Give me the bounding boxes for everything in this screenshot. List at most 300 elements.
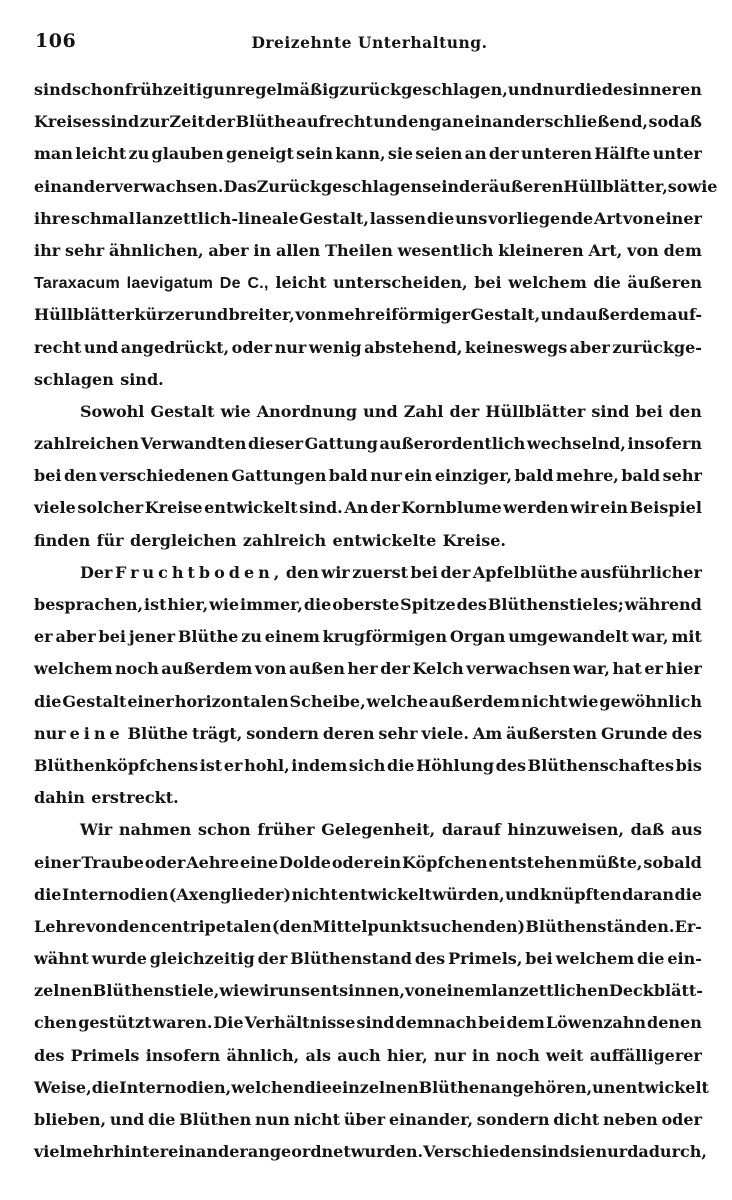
word: abstehend, (364, 337, 463, 357)
word: er (644, 659, 663, 679)
word: dem (506, 1013, 545, 1033)
word: chen (34, 1013, 78, 1033)
text-line (34, 525, 702, 557)
word: sobald (643, 852, 702, 872)
word: sehr (64, 240, 105, 260)
word: aber (55, 627, 96, 647)
word: Gestalt (62, 691, 127, 711)
word: nicht (521, 691, 568, 711)
word: zur (139, 112, 169, 132)
word: wurde (91, 949, 147, 969)
word: Primels (70, 1045, 140, 1065)
word: war, (631, 627, 669, 647)
word: ein (373, 852, 402, 872)
word: der (440, 562, 471, 582)
word: Gestalt, (470, 305, 541, 325)
word: einander (168, 1142, 248, 1162)
word: wähnt (34, 949, 89, 969)
word: Gelegenheit, (321, 820, 436, 840)
word: für (96, 530, 124, 550)
word: zahlreich (242, 530, 327, 550)
text-line (34, 106, 702, 138)
word: mit (671, 627, 702, 647)
word: Taraxacum (34, 275, 121, 293)
word: äußeren (627, 273, 702, 293)
word: Am (472, 723, 503, 743)
word: in (472, 1045, 490, 1065)
word: die (304, 1077, 332, 1097)
word: Blüthenstieles; (487, 595, 624, 614)
page-header (35, 30, 704, 64)
word: (Axenglieder) (168, 884, 292, 904)
word: leicht (75, 144, 127, 164)
word: sind (356, 1013, 395, 1033)
word: äußeren (488, 176, 564, 196)
word: immer, (240, 595, 303, 614)
word: sehr (662, 466, 702, 486)
word: einziger, (434, 466, 513, 486)
word: Hüllblätter (34, 305, 134, 325)
word: demnach (395, 1013, 478, 1033)
word: (den (271, 916, 313, 936)
word: den (117, 916, 151, 936)
word: lanzettlichen (491, 981, 609, 1001)
text-line (34, 492, 702, 524)
word: sind (591, 401, 630, 421)
word: Anordnung (256, 401, 358, 421)
word: man (34, 144, 73, 164)
word: krugförmigen (322, 627, 447, 647)
word: Blüthen (418, 1077, 491, 1097)
word: die (637, 949, 665, 969)
word: Fruchtboden, (115, 562, 284, 582)
word: glauben (151, 144, 224, 164)
word: war, (572, 659, 610, 679)
word: Spitze (400, 595, 456, 614)
word: verwachsen. (113, 176, 224, 196)
word: insofern (627, 434, 702, 454)
word: außerdem (429, 691, 521, 711)
word: jener (128, 627, 176, 647)
word: an (464, 144, 487, 164)
word: kann, (335, 144, 386, 164)
word: erstreckt. (91, 788, 179, 808)
word: und (540, 305, 576, 325)
word: sich (348, 755, 386, 775)
word: daran (622, 884, 675, 904)
word: sie (387, 144, 414, 164)
word: außerdem (161, 659, 253, 679)
word: unter (652, 144, 702, 164)
word: und (193, 305, 229, 325)
word: oder (231, 337, 273, 357)
word: die (34, 884, 62, 904)
word: Blüthe (177, 627, 239, 647)
page-number: 106 (35, 30, 77, 52)
word: nur (370, 466, 402, 486)
word: ist (144, 595, 167, 614)
word: welchen (231, 1077, 305, 1097)
word: Köpfchen (402, 852, 488, 872)
word: oder (661, 1110, 702, 1129)
text-line (34, 686, 702, 718)
word: vielmehr (34, 1142, 113, 1162)
word: den (63, 466, 97, 486)
word: werden (503, 498, 569, 518)
body-text (34, 74, 718, 1168)
word: die (91, 1077, 120, 1097)
word: und (83, 337, 119, 357)
word: bald (514, 466, 554, 486)
word: horizontalen (174, 691, 289, 711)
word: wir (249, 981, 278, 1001)
word: oder (331, 852, 373, 872)
text-line (34, 235, 702, 267)
word: nun (254, 1110, 290, 1129)
word: einzelnen (331, 1077, 419, 1097)
word: viele (34, 498, 76, 518)
word: Zeit (169, 112, 205, 132)
word: schmal (71, 208, 135, 228)
text-line (34, 1072, 709, 1104)
word: früher (257, 820, 315, 840)
word: hat (612, 659, 642, 679)
word: ähnlichen, (109, 240, 204, 260)
word: Aehre (186, 852, 240, 872)
word: die (674, 884, 702, 904)
word: Verhältnisse (244, 1013, 356, 1033)
word: unentwickelt (592, 1077, 709, 1097)
word: sodaß (648, 112, 702, 132)
word: bei (635, 401, 663, 421)
word: finden (34, 530, 91, 550)
word: Scheibe, (289, 691, 366, 711)
word: auffälligerer (589, 1045, 702, 1065)
word: darauf (441, 820, 501, 840)
text-line (34, 74, 702, 106)
word: entwickelt (204, 498, 298, 518)
word: die (34, 691, 62, 711)
word: umgewandelt (508, 627, 629, 647)
word: Der (80, 562, 113, 582)
word: sowie (667, 176, 718, 196)
word: bei (34, 466, 62, 486)
text-line (34, 1007, 702, 1039)
text-line (34, 847, 702, 879)
word: den (668, 401, 702, 421)
word: oder (144, 852, 186, 872)
text-line (34, 718, 702, 750)
text-line (34, 879, 702, 911)
word: außerdem (575, 305, 667, 325)
word: während (624, 595, 702, 614)
word: wir (321, 562, 350, 582)
running-title: Dreizehnte Unterhaltung. (251, 33, 488, 52)
word: sind (34, 80, 72, 99)
word: Kreise. (442, 530, 506, 550)
word: und (505, 884, 540, 904)
word: Zurückgeschlagensein (256, 176, 460, 196)
word: dergleichen (130, 530, 237, 550)
word: er (223, 755, 243, 775)
word: viele. (421, 723, 469, 743)
word: sind (532, 1142, 571, 1162)
word: Die (213, 1013, 244, 1033)
word: von (404, 981, 437, 1001)
word: breiter, (228, 305, 295, 325)
word: wie (568, 691, 599, 711)
word: von (295, 305, 327, 325)
word: schon (71, 80, 125, 99)
word: von (85, 916, 118, 936)
word: zu (241, 627, 262, 647)
word: Verwandten (140, 434, 247, 454)
word: dieser (247, 434, 304, 454)
word: schon (197, 820, 251, 840)
word: angedrückt, (120, 337, 230, 357)
word: leicht (275, 273, 327, 293)
word: Mittelpunkt (312, 916, 421, 936)
text-line (34, 299, 702, 331)
word: Löwenzahn (545, 1013, 647, 1033)
text-line (34, 814, 702, 846)
word: sondern (476, 1110, 550, 1129)
word: ihre (34, 208, 71, 228)
word: Zahl (403, 401, 444, 421)
word: hier, (386, 1045, 428, 1065)
word: Hüllblätter (485, 401, 586, 421)
word: unregelmäßig (213, 80, 340, 99)
word: solcher (77, 498, 144, 518)
word: bei (410, 562, 438, 582)
word: außen (288, 659, 345, 679)
word: Blüthen (179, 1110, 252, 1129)
word: auf- (667, 305, 702, 325)
word: Kornblume (401, 498, 502, 518)
word: ein (404, 466, 433, 486)
word: und (507, 80, 543, 99)
word: einander (34, 176, 114, 196)
word: Organ (449, 627, 506, 647)
word: her (347, 659, 378, 679)
word: waren. (152, 1013, 213, 1033)
word: müßte, (578, 852, 643, 872)
text-line (34, 171, 718, 203)
word: schließend, (544, 112, 648, 132)
word: seien (415, 144, 463, 164)
text-line (34, 364, 702, 396)
word: Gattungen (231, 466, 327, 486)
word: Blüthe (235, 112, 296, 132)
word: zuerst (352, 562, 408, 582)
word: sehr (378, 723, 418, 743)
word: insofern (145, 1045, 221, 1065)
word: bei (474, 273, 502, 293)
word: hinzuweisen, (507, 820, 624, 840)
word: noch (115, 659, 159, 679)
word: entsinnen, (309, 981, 405, 1001)
word: des (34, 1045, 65, 1065)
text-line (34, 460, 702, 492)
word: der (488, 144, 519, 164)
word: Theilen (325, 240, 393, 260)
word: Blüthe (127, 723, 189, 743)
word: deren (322, 723, 375, 743)
word: hier, (167, 595, 209, 614)
word: sind. (120, 369, 164, 389)
word: würden, (432, 884, 505, 904)
word: frühzeitig (124, 80, 214, 99)
text-line (34, 943, 702, 975)
word: oberste (332, 595, 400, 614)
word: als (305, 1045, 331, 1065)
word: eiförmiger (375, 305, 471, 325)
word: Dolde (278, 852, 331, 872)
word: sind (101, 112, 140, 132)
word: bei (525, 949, 553, 969)
word: ein- (667, 949, 702, 969)
word: uns (277, 981, 310, 1001)
word: und (363, 401, 398, 421)
word: bald (621, 466, 661, 486)
word: aber (208, 240, 249, 260)
word: inneren (632, 80, 702, 99)
word: Art, (588, 240, 623, 260)
word: lanzettlich-lineale (135, 208, 299, 228)
word: ihr (34, 240, 61, 260)
word: Blüthenstand (290, 949, 412, 969)
text-line (34, 911, 702, 943)
word: Kreise (144, 498, 203, 518)
word: Verschieden (423, 1142, 533, 1162)
word: kürzer (134, 305, 194, 325)
word: sie (570, 1142, 596, 1162)
word: Internodien (61, 884, 169, 904)
word: laevigatum (126, 275, 214, 293)
word: allen (275, 240, 321, 260)
word: Hüllblätter, (563, 176, 668, 196)
word: wie (220, 401, 251, 421)
word: des (495, 755, 527, 775)
word: bei (478, 1013, 506, 1033)
word: dicht (553, 1110, 600, 1129)
word: Traube (81, 852, 144, 872)
word: Grunde (600, 723, 668, 743)
word: Blüthenköpfchens (34, 755, 199, 775)
word: weit (546, 1045, 584, 1065)
word: knüpften (540, 884, 622, 904)
word: einer (127, 691, 174, 711)
word: neben (602, 1110, 658, 1129)
word: über (343, 1110, 386, 1129)
word: nur (34, 723, 66, 743)
word: An (344, 498, 369, 518)
word: einer (655, 208, 702, 228)
word: dahin (34, 788, 85, 808)
word: Weise, (34, 1077, 92, 1097)
word: Kelch (412, 659, 464, 679)
word: besprachen, (34, 595, 144, 614)
word: ein (600, 498, 628, 518)
word: außerordentlich (379, 434, 526, 454)
word: Gestalt (150, 401, 215, 421)
word: geneigt (226, 144, 294, 164)
word: der (459, 176, 489, 196)
word: unterscheiden, (333, 273, 468, 293)
word: nicht (291, 884, 338, 904)
word: recht (34, 337, 82, 357)
word: die (303, 595, 332, 614)
word: denen (647, 1013, 702, 1033)
word: noch (496, 1045, 540, 1065)
word: suchenden) (420, 916, 526, 936)
word: Höhlung (416, 755, 495, 775)
word: Blüthenstiele, (92, 981, 220, 1001)
word: blieben, (34, 1110, 107, 1129)
word: Gattung (304, 434, 378, 454)
word: des (456, 595, 487, 614)
word: trägt, (191, 723, 243, 743)
word: dadurch, (627, 1142, 707, 1162)
word: wechselnd, (526, 434, 626, 454)
word: ist (199, 755, 223, 775)
word: gestützt (78, 1013, 152, 1033)
word: vorliegende (488, 208, 594, 228)
word: gleichzeitig (149, 949, 255, 969)
word: mehre, (555, 466, 619, 486)
word: hier (665, 659, 702, 679)
word: zurückge- (612, 337, 702, 357)
word: aufrecht (296, 112, 373, 132)
word: hohl, (244, 755, 290, 775)
word: des (671, 723, 702, 743)
text-line (34, 589, 702, 621)
word: Blüthenschaftes (527, 755, 674, 775)
word: indem (291, 755, 348, 775)
word: bei (98, 627, 126, 647)
word: zurückgeschlagen, (339, 80, 508, 99)
word: entwickelte (332, 530, 437, 550)
word: die (387, 755, 415, 775)
word: welchem (555, 949, 635, 969)
text-line (34, 750, 702, 782)
word: hinter (112, 1142, 169, 1162)
word: wurden. (350, 1142, 424, 1162)
word: Er- (674, 916, 702, 936)
word: nur (595, 1142, 628, 1162)
word: bald (328, 466, 368, 486)
word: von (254, 659, 287, 679)
word: Deckblätt- (608, 981, 703, 1001)
text-line (34, 203, 702, 235)
word: wie (219, 981, 250, 1001)
text-line (34, 975, 702, 1007)
word: bis (675, 755, 702, 775)
word: centripetalen (151, 916, 272, 936)
word: zu (128, 144, 150, 164)
word: er (34, 627, 53, 647)
word: wie (209, 595, 240, 614)
word: verwachsen (466, 659, 571, 679)
word: mehr (327, 305, 375, 325)
word: De (219, 275, 241, 293)
text-line (34, 267, 702, 299)
word: des (601, 80, 633, 99)
word: die (593, 273, 621, 293)
word: sind. (299, 498, 343, 518)
word: sondern (246, 723, 319, 743)
word: ähnlich, (226, 1045, 300, 1065)
